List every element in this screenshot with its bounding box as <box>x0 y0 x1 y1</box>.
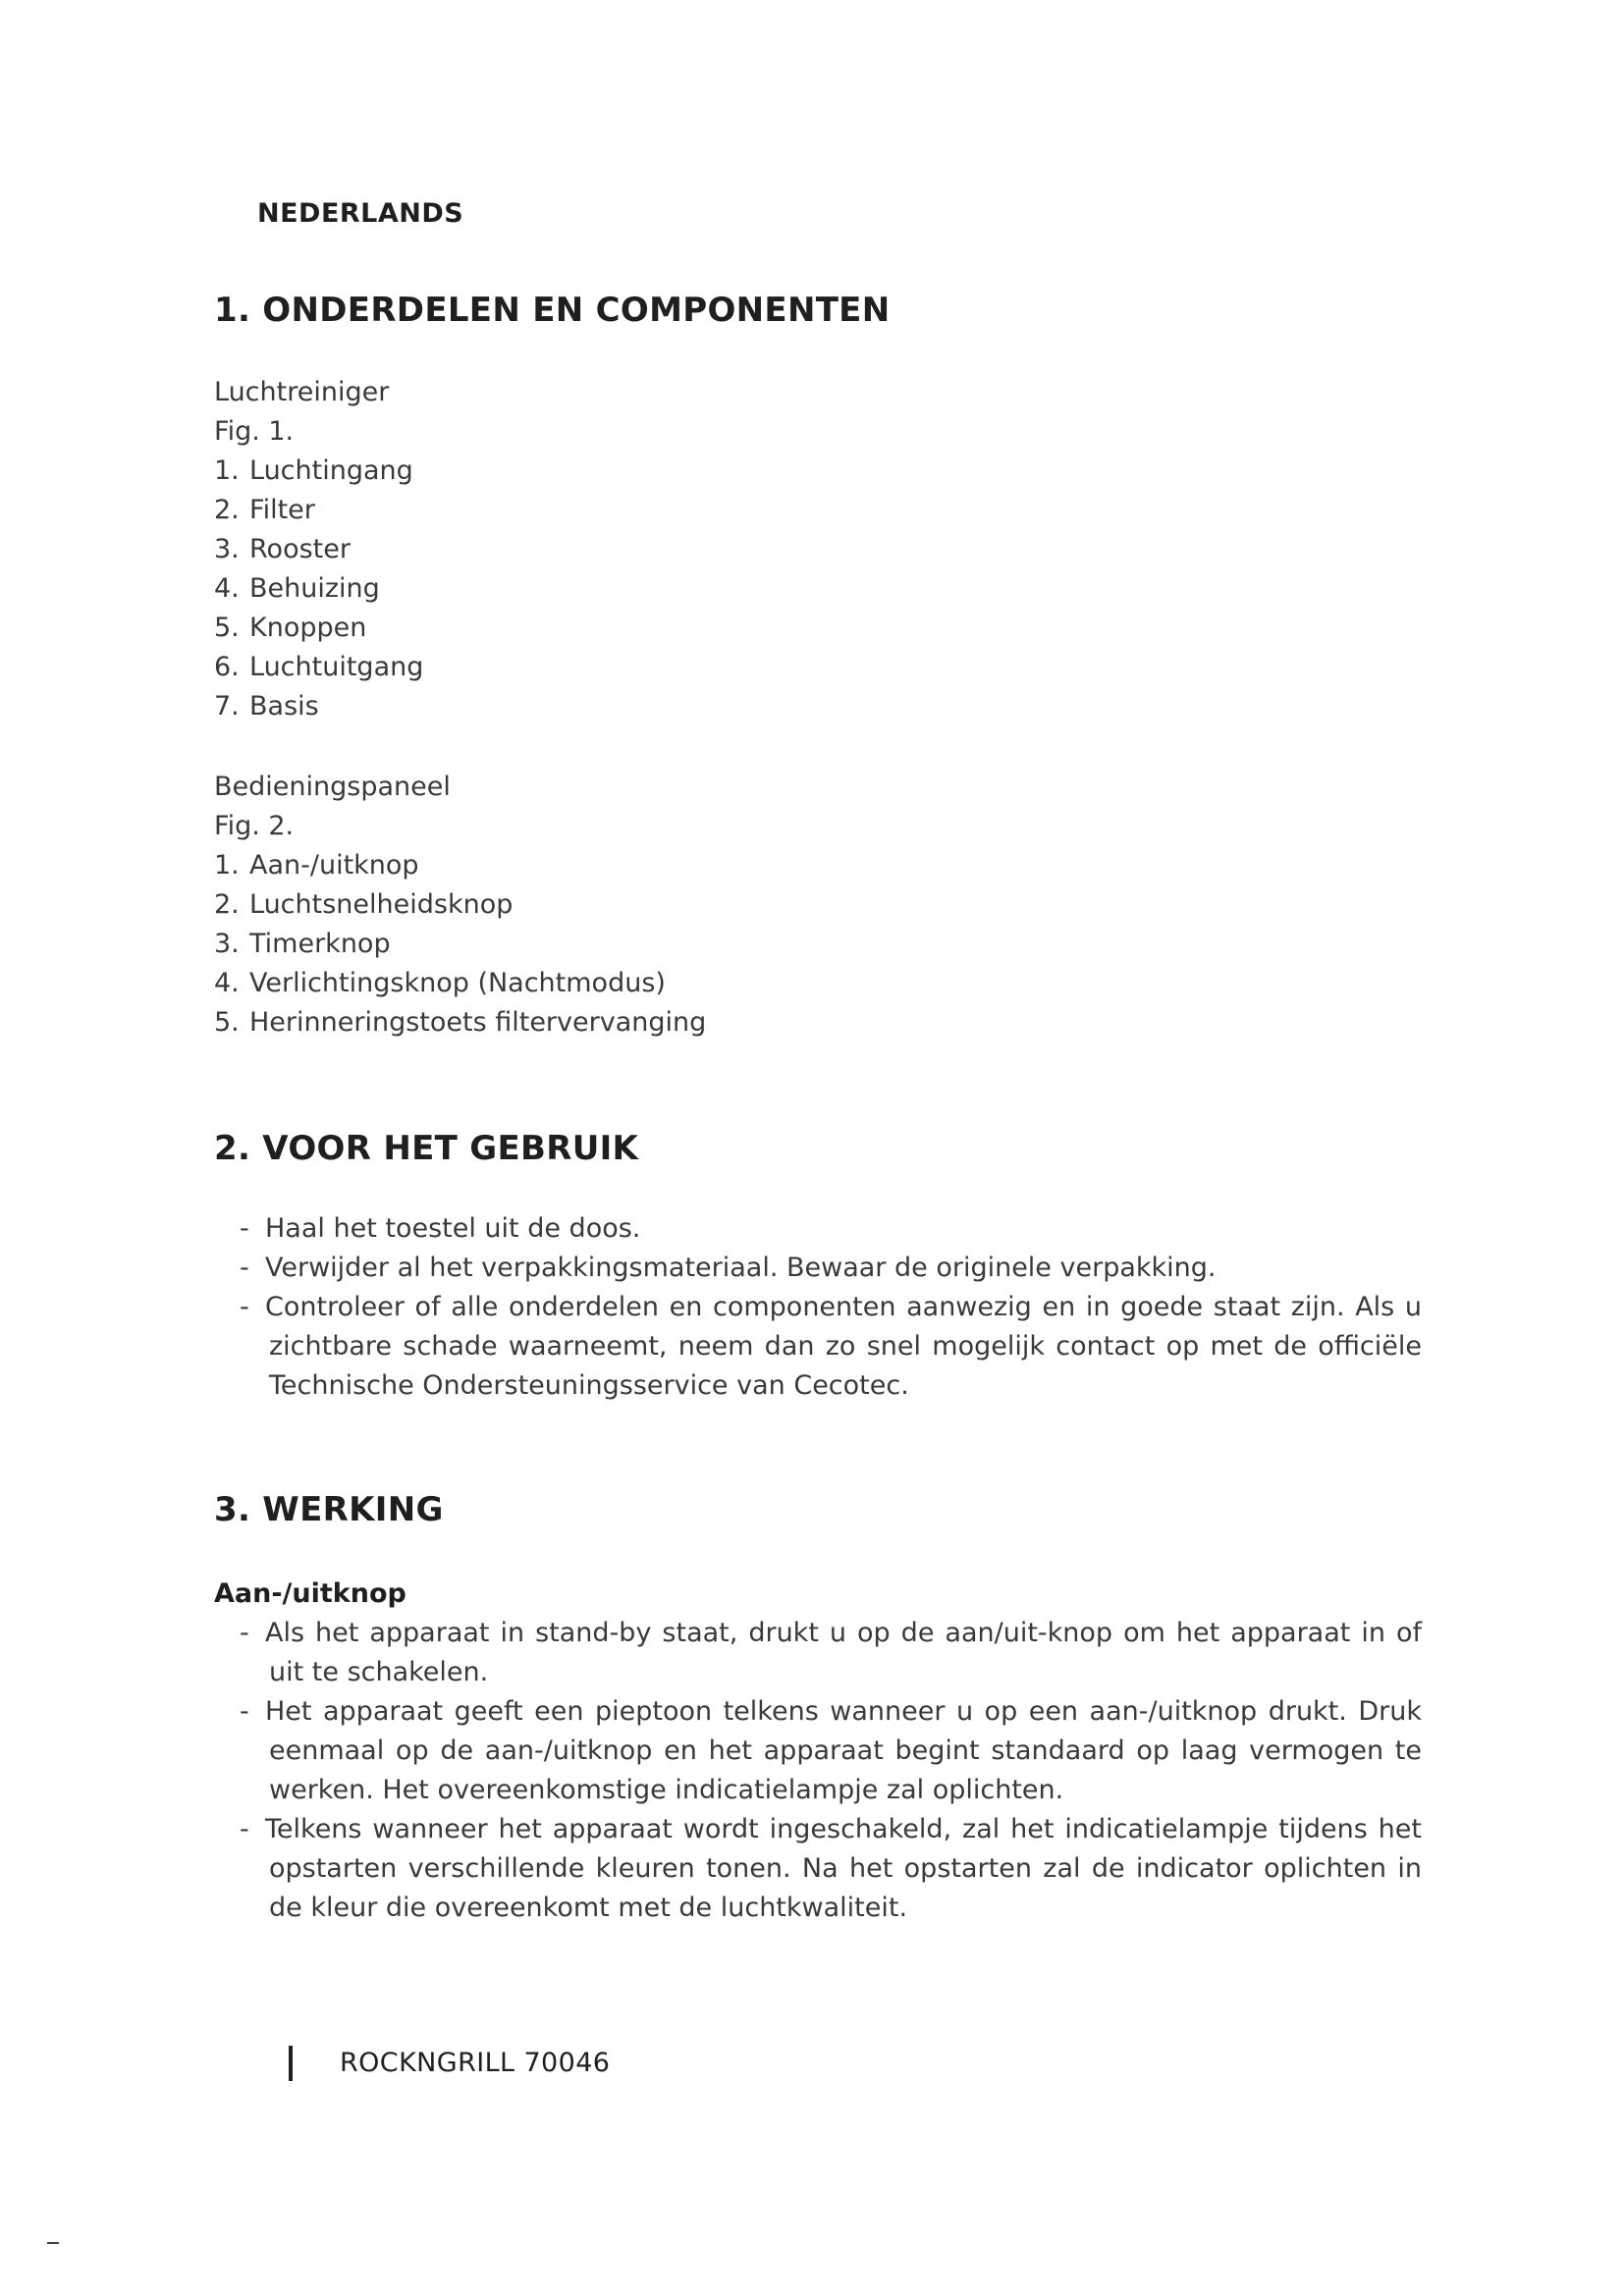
list-item: - Als het apparaat in stand-by staat, drukt u op de aan/uit-knop om het apparaat in of uit te schakelen. <box>240 1618 1422 1687</box>
section-3-subtitle: Aan-/uitknop <box>214 1578 406 1609</box>
language-label: NEDERLANDS <box>257 198 464 229</box>
group-2-label: Bedieningspaneel <box>214 772 451 802</box>
section-1-title: 1. ONDERDELEN EN COMPONENTEN <box>214 291 891 330</box>
footer-model: ROCKNGRILL 70046 <box>340 2048 611 2078</box>
section-3-body <box>214 1575 1422 1928</box>
list-item: - Het apparaat geeft een pieptoon telkens wanneer u op een aan-/uitknop drukt. Druk eenmaal op de aan-/uitknop en het apparaat begint standaard op laag vermogen te werken. Het overeenkomstige indicatielampje zal oplichten. <box>240 1696 1422 1805</box>
list-item: 5. Herinneringstoets filtervervanging <box>214 1007 707 1038</box>
list-item: 1. Aan-/uitknop <box>214 850 419 881</box>
list-item: 3. Rooster <box>214 534 351 564</box>
list-item: 3. Timerknop <box>214 929 391 959</box>
list-item: 5. Knoppen <box>214 613 367 643</box>
group-2-fig: Fig. 2. <box>214 811 295 841</box>
section-2-list <box>214 1209 1422 1406</box>
list-item: 2. Luchtsnelheidsknop <box>214 889 514 920</box>
section-3-list <box>214 1614 1422 1928</box>
section-1-body <box>214 373 1422 726</box>
footer-divider <box>289 2046 293 2081</box>
list-item: - Haal het toestel uit de doos. <box>240 1213 641 1244</box>
section-3-title: 3. WERKING <box>214 1490 444 1529</box>
section-2-title: 2. VOOR HET GEBRUIK <box>214 1129 639 1168</box>
group-1-list <box>214 452 1422 726</box>
list-item: 4. Behuizing <box>214 573 380 604</box>
group-1-label: Luchtreiniger <box>214 377 390 407</box>
list-item: 7. Basis <box>214 691 319 721</box>
list-item: - Telkens wanneer het apparaat wordt ingeschakeld, zal het indicatielampje tijdens het opstarten verschillende kleuren tonen. Na het opstarten zal de indicator oplichten in de kleur die overeenkomt met de luchtkwaliteit. <box>240 1814 1422 1923</box>
list-item: 1. Luchtingang <box>214 455 413 486</box>
list-item: - Verwijder al het verpakkingsmateriaal. Bewaar de originele verpakking. <box>240 1253 1217 1283</box>
section-2-body <box>214 1209 1422 1406</box>
group-2-list <box>214 846 1422 1042</box>
section-1-body-2 <box>214 768 1422 1042</box>
list-item: - Controleer of alle onderdelen en componenten aanwezig en in goede staat zijn. Als u zichtbare schade waarneemt, neem dan zo snel mogelijk contact op met de officiële Technische Ondersteuningsservice van Cecotec. <box>240 1292 1422 1401</box>
corner-mark <box>47 2242 59 2244</box>
group-1-fig: Fig. 1. <box>214 416 295 447</box>
list-item: 6. Luchtuitgang <box>214 652 424 682</box>
list-item: 2. Filter <box>214 495 315 525</box>
list-item: 4. Verlichtingsknop (Nachtmodus) <box>214 968 666 998</box>
